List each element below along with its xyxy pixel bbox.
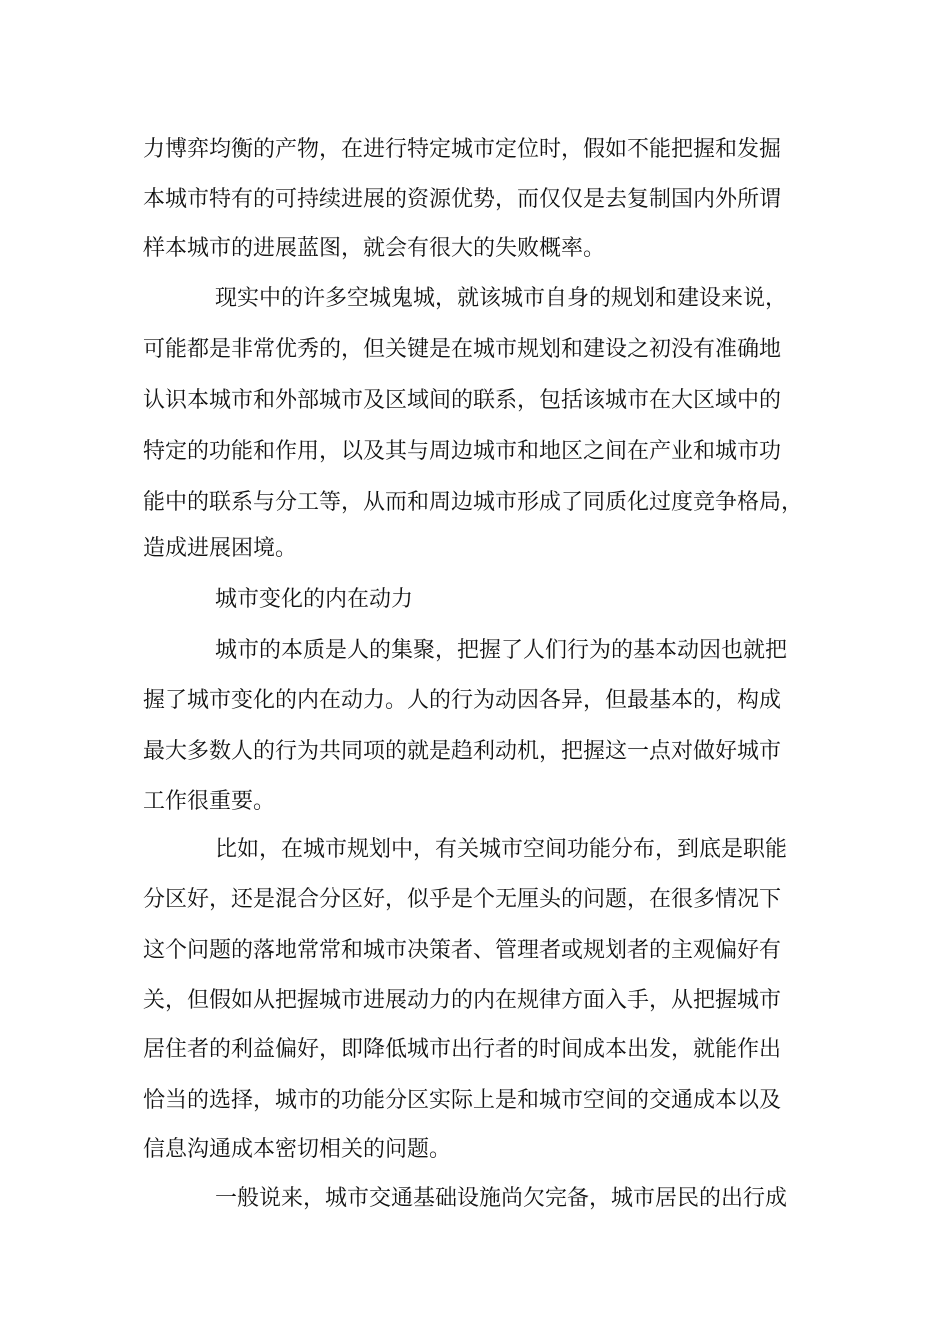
text-line: 分区好，还是混合分区好，似乎是个无厘头的问题，在很多情况下 [143,887,782,912]
text-line: 可能都是非常优秀的，但关键是在城市规划和建设之初没有准确地 [143,337,782,362]
text-line: 认识本城市和外部城市及区域间的联系，包括该城市在大区域中的 [143,388,782,413]
text-line: 居住者的利益偏好，即降低城市出行者的时间成本出发，就能作出 [143,1037,782,1062]
text-line: 握了城市变化的内在动力。人的行为动因各异，但最基本的，构成 [143,688,782,713]
text-line: 本城市特有的可持续进展的资源优势，而仅仅是去复制国内外所谓 [143,187,782,212]
text-line: 恰当的选择，城市的功能分区实际上是和城市空间的交通成本以及 [143,1088,782,1113]
section-heading: 城市变化的内在动力 [215,587,414,612]
paragraph-first-line: 一般说来，城市交通基础设施尚欠完备，城市居民的出行成 [215,1186,788,1211]
text-line: 信息沟通成本密切相关的问题。 [143,1137,452,1162]
text-line: 这个问题的落地常常和城市决策者、管理者或规划者的主观偏好有 [143,938,782,963]
text-line: 造成进展困境。 [143,536,298,561]
paragraph-first-line: 现实中的许多空城鬼城，就该城市自身的规划和建设来说， [215,286,788,311]
text-line: 能中的联系与分工等，从而和周边城市形成了同质化过度竞争格局， [143,490,804,515]
text-line: 力博弈均衡的产物，在进行特定城市定位时，假如不能把握和发掘 [143,137,782,162]
paragraph-first-line: 比如，在城市规划中，有关城市空间功能分布，到底是职能 [215,837,788,862]
text-line: 特定的功能和作用，以及其与周边城市和地区之间在产业和城市功 [143,439,782,464]
text-line: 工作很重要。 [143,789,276,814]
paragraph-first-line: 城市的本质是人的集聚，把握了人们行为的基本动因也就把 [215,638,788,663]
text-line: 关，但假如从把握城市进展动力的内在规律方面入手，从把握城市 [143,988,782,1013]
text-line: 最大多数人的行为共同项的就是趋利动机，把握这一点对做好城市 [143,739,782,764]
text-line: 样本城市的进展蓝图，就会有很大的失败概率。 [143,236,606,261]
